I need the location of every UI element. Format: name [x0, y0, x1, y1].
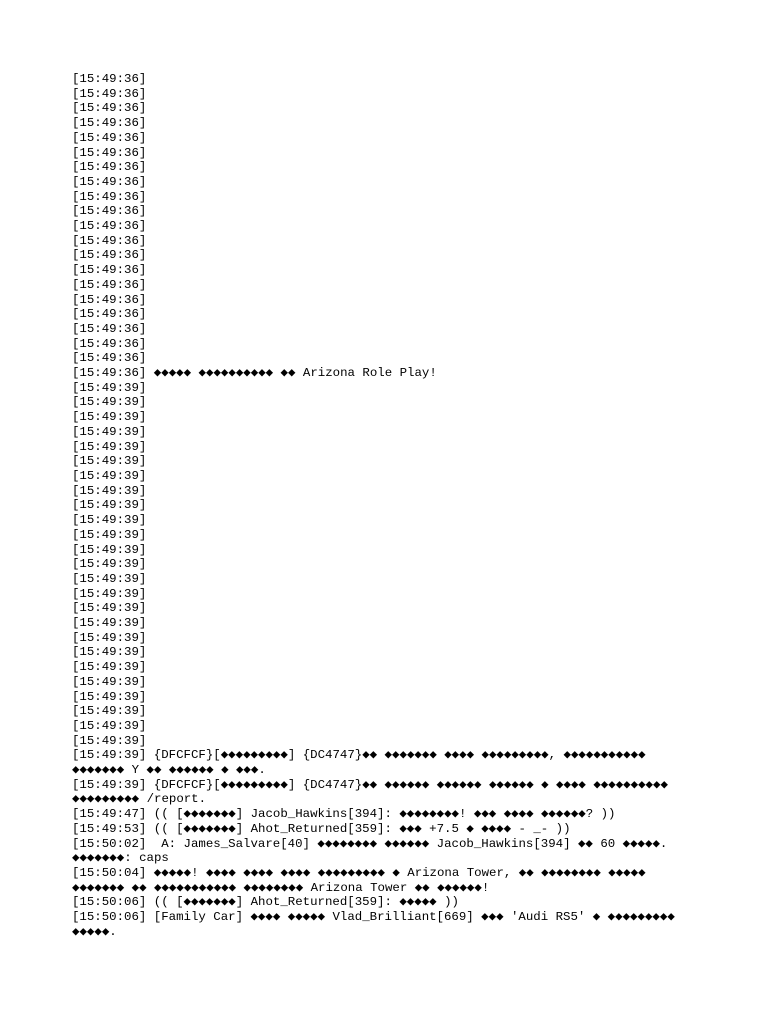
- log-line: [15:49:39]: [72, 498, 147, 513]
- log-line: [15:49:39]: [72, 527, 147, 542]
- log-line: [15:49:36]: [72, 101, 147, 116]
- log-line: [15:49:39] {DFCFCF}[◆◆◆◆◆◆◆◆◆] {DC4747}◆◆ ◆◆◆◆◆◆ ◆◆◆◆◆◆ ◆◆◆◆◆◆ ◆ ◆◆◆◆ ◆◆◆◆◆◆◆◆◆◆ ◆◆◆◆◆◆◆◆◆ /report.: [72, 777, 676, 807]
- log-line: [15:49:36]: [72, 86, 147, 101]
- log-line: [15:49:39]: [72, 468, 147, 483]
- log-line: [15:49:39]: [72, 645, 147, 660]
- log-line: [15:49:36]: [72, 72, 147, 86]
- log-line: [15:49:39]: [72, 557, 147, 572]
- log-line: [15:49:36]: [72, 174, 147, 189]
- log-line: [15:49:39]: [72, 513, 147, 528]
- log-line: [15:49:36]: [72, 219, 147, 234]
- log-line: [15:49:36]: [72, 351, 147, 366]
- log-line: [15:49:39]: [72, 733, 147, 748]
- log-line: [15:49:39]: [72, 718, 147, 733]
- log-line: [15:49:39]: [72, 630, 147, 645]
- log-line: [15:49:39]: [72, 689, 147, 704]
- log-line: [15:50:06] (( [◆◆◆◆◆◆◆] Ahot_Returned[359]: ◆◆◆◆◆ )): [72, 895, 459, 910]
- log-line: [15:49:36]: [72, 233, 147, 248]
- log-line: [15:49:39]: [72, 410, 147, 425]
- log-line: [15:49:39]: [72, 674, 147, 689]
- log-line: [15:50:02] A: James_Salvare[40] ◆◆◆◆◆◆◆◆ ◆◆◆◆◆◆ Jacob_Hawkins[394] ◆◆ 60 ◆◆◆◆◆. ◆◆◆◆◆◆◆: caps: [72, 836, 675, 866]
- log-line: [15:49:47] (( [◆◆◆◆◆◆◆] Jacob_Hawkins[394]: ◆◆◆◆◆◆◆◆! ◆◆◆ ◆◆◆◆ ◆◆◆◆◆◆? )): [72, 807, 616, 822]
- log-line: [15:49:39]: [72, 660, 147, 675]
- log-line: [15:49:39]: [72, 395, 147, 410]
- log-line: [15:49:39]: [72, 380, 147, 395]
- chat-log: [72, 72, 692, 939]
- log-line: [15:50:04] ◆◆◆◆◆! ◆◆◆◆ ◆◆◆◆ ◆◆◆◆ ◆◆◆◆◆◆◆◆◆ ◆ Arizona Tower, ◆◆ ◆◆◆◆◆◆◆◆ ◆◆◆◆◆ ◆◆◆◆◆◆◆ ◆◆ ◆◆◆◆◆◆◆◆◆◆◆ ◆◆◆◆◆◆◆◆ Arizona Tower ◆◆ ◆◆◆◆◆◆!: [72, 865, 653, 895]
- log-line: [15:49:36]: [72, 292, 147, 307]
- log-line: [15:49:39]: [72, 571, 147, 586]
- log-line: [15:49:36] ◆◆◆◆◆ ◆◆◆◆◆◆◆◆◆◆ ◆◆ Arizona Role Play!: [72, 366, 437, 381]
- log-line: [15:49:36]: [72, 204, 147, 219]
- log-line: [15:49:36]: [72, 321, 147, 336]
- log-line: [15:49:39] {DFCFCF}[◆◆◆◆◆◆◆◆◆] {DC4747}◆◆ ◆◆◆◆◆◆◆ ◆◆◆◆ ◆◆◆◆◆◆◆◆◆, ◆◆◆◆◆◆◆◆◆◆◆ ◆◆◆◆◆◆◆ Y ◆◆ ◆◆◆◆◆◆ ◆ ◆◆◆.: [72, 748, 653, 778]
- log-line: [15:49:39]: [72, 483, 147, 498]
- log-line: [15:49:39]: [72, 616, 147, 631]
- log-line: [15:49:39]: [72, 454, 147, 469]
- log-line: [15:49:39]: [72, 601, 147, 616]
- log-line: [15:49:36]: [72, 248, 147, 263]
- log-line: [15:49:39]: [72, 439, 147, 454]
- log-line: [15:49:36]: [72, 277, 147, 292]
- log-line: [15:49:36]: [72, 263, 147, 278]
- log-line: [15:49:39]: [72, 424, 147, 439]
- log-line: [15:49:39]: [72, 704, 147, 719]
- log-line: [15:49:36]: [72, 189, 147, 204]
- log-line: [15:49:36]: [72, 116, 147, 131]
- log-line: [15:49:36]: [72, 145, 147, 160]
- log-line: [15:49:36]: [72, 160, 147, 175]
- log-line: [15:49:53] (( [◆◆◆◆◆◆◆] Ahot_Returned[359]: ◆◆◆ +7.5 ◆ ◆◆◆◆ - _- )): [72, 821, 571, 836]
- log-line: [15:49:36]: [72, 336, 147, 351]
- log-line: [15:49:36]: [72, 307, 147, 322]
- log-line: [15:49:39]: [72, 586, 147, 601]
- log-line: [15:50:06] [Family Car] ◆◆◆◆ ◆◆◆◆◆ Vlad_Brilliant[669] ◆◆◆ 'Audi RS5' ◆ ◆◆◆◆◆◆◆◆◆ ◆◆◆◆◆.: [72, 910, 683, 939]
- log-line: [15:49:36]: [72, 130, 147, 145]
- log-line: [15:49:39]: [72, 542, 147, 557]
